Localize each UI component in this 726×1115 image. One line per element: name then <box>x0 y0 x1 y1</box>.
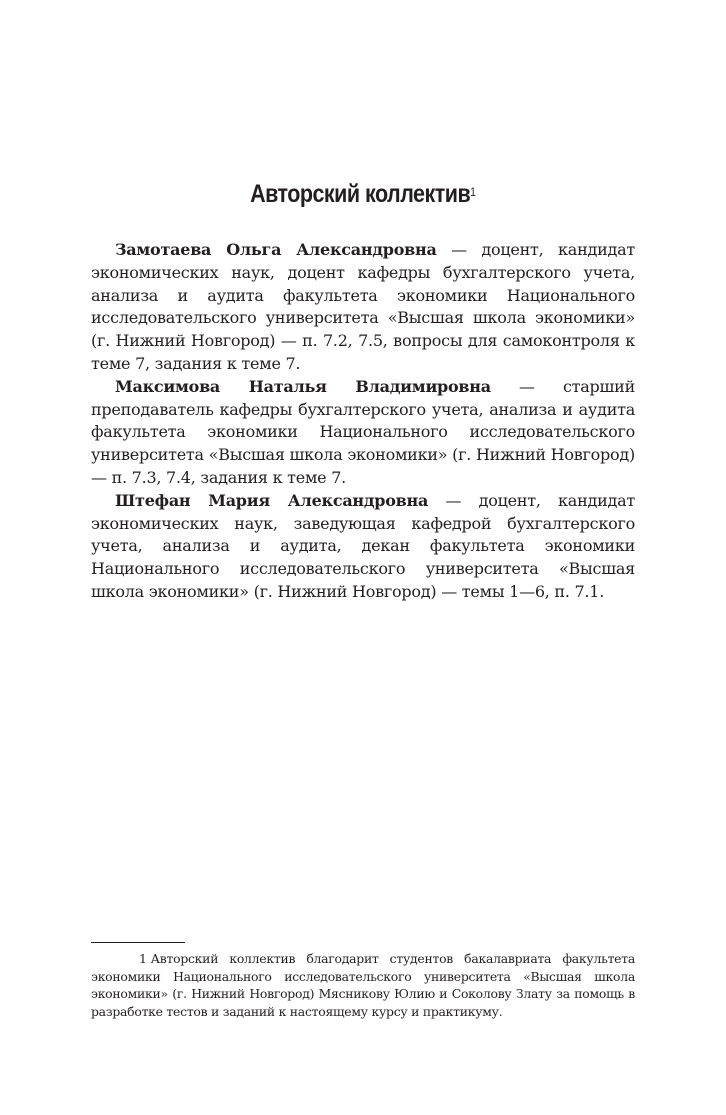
author-paragraph <box>91 490 635 604</box>
footnote-divider <box>91 942 185 943</box>
author-name: Замотаева Ольга Александровна <box>115 240 437 259</box>
page-title-text: Авторский коллектив <box>250 180 471 208</box>
footnote-text: Авторский коллектив благодарит студентов бакалавриата факультета экономики Национального исследовательского университета «Высшая школа экономики» (г. Нижний Новгород) Мясникову Юлию и Соколову Злату за помощь в разработке тестов и заданий к настоящему курсу и практикуму. <box>91 951 635 1019</box>
author-description: — доцент, кандидат экономических наук, доцент кафедры бухгалтерского учета, анализа и аудита факультета экономики Национального исследовательского университета «Высшая школа экономики» (г. Нижний Новгород) — п. 7.2, 7.5, вопросы для самоконтроля к теме 7, задания к теме 7. <box>91 240 635 373</box>
author-name: Максимова Наталья Владимировна <box>115 376 491 396</box>
author-list <box>91 239 635 604</box>
page-title <box>51 178 675 210</box>
footnote <box>91 950 635 1020</box>
footnote-mark: 1 <box>139 951 147 966</box>
footnote-reference: 1 <box>470 185 476 199</box>
author-name: Штефан Мария Александровна <box>115 490 429 510</box>
author-description: — доцент, кандидат экономических наук, заведующая кафедрой бухгалтерского учета, анализа и аудита, декан факультета экономики Национального исследовательского университета «Высшая школа экономики» (г. Нижний Новгород) — темы 1—6, п. 7.1. <box>91 490 636 601</box>
author-paragraph <box>91 239 635 376</box>
author-description: — старший преподаватель кафедры бухгалтерского учета, анализа и аудита факультета экономики Национального исследовательского университета «Высшая школа экономики» (г. Нижний Новгород) — п. 7.3, 7.4, задания к теме 7. <box>91 376 635 487</box>
author-paragraph <box>91 376 635 490</box>
